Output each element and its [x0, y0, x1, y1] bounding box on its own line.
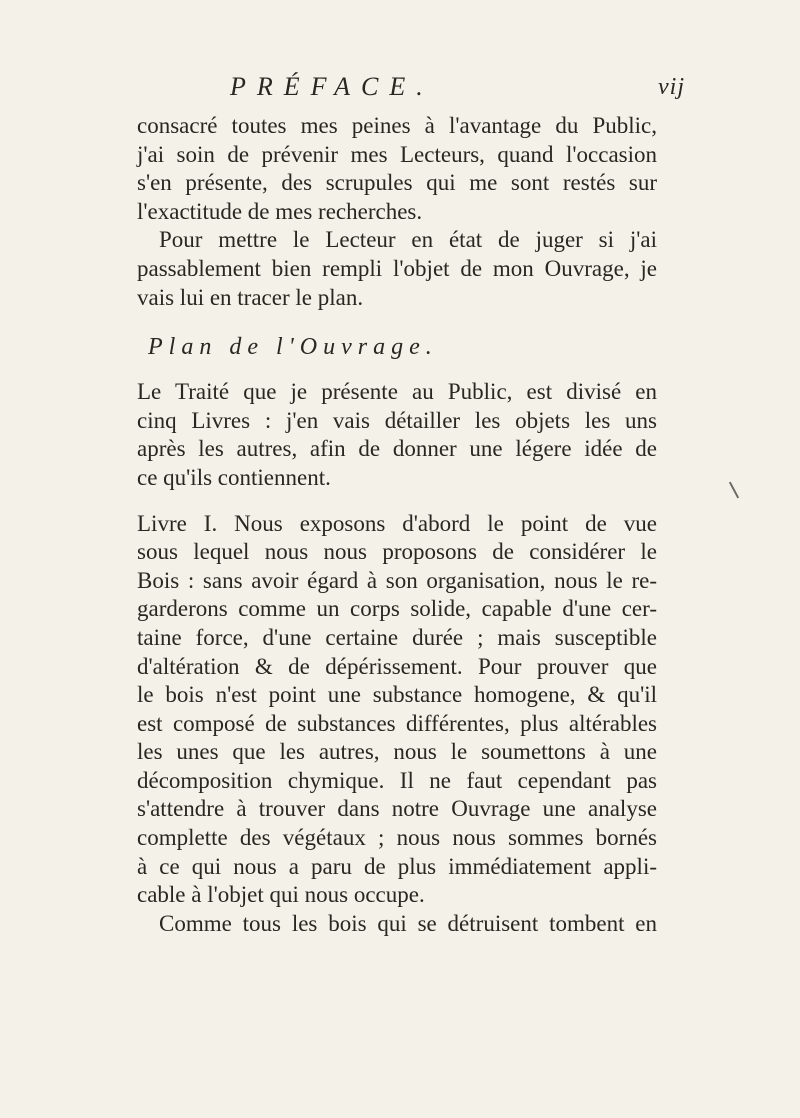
text-line: garderons comme un corps solide, capable d'une cer-: [137, 596, 657, 622]
running-head: [0, 72, 800, 112]
text-line: cinq Livres : j'en vais détailler les objets les uns: [137, 407, 657, 433]
text-line: Bois : sans avoir égard à son organisation, nous le re-: [137, 567, 657, 593]
text-line: taine force, d'une certaine durée ; mais susceptible: [137, 624, 657, 650]
text-line: j'ai soin de prévenir mes Lecteurs, quand l'occasion: [137, 141, 657, 167]
text-line: l'exactitude de mes recherches.: [137, 198, 423, 224]
body-text: [137, 112, 657, 938]
text-line: Livre I. Nous exposons d'abord le point de vue: [137, 510, 657, 536]
stray-ink-mark: [729, 482, 739, 499]
paragraph-gap: [137, 493, 657, 510]
text-line: passablement bien rempli l'objet de mon Ouvrage, je: [137, 255, 657, 281]
paragraph: [137, 378, 657, 492]
section-title: Plan de l'Ouvrage.: [148, 334, 438, 361]
text-line: les unes que les autres, nous le soumettons à une: [137, 739, 657, 765]
text-line: s'en présente, des scrupules qui me sont restés sur: [137, 170, 657, 196]
text-line: vais lui en tracer le plan.: [137, 284, 364, 310]
text-line: est composé de substances différentes, plus altérables: [137, 710, 657, 736]
paragraph: [137, 510, 657, 910]
text-line: le bois n'est point une substance homogene, & qu'il: [137, 682, 657, 708]
text-line: à ce qui nous a paru de plus immédiatement appli-: [137, 853, 657, 879]
text-line: consacré toutes mes peines à l'avantage du Public,: [137, 113, 657, 138]
paragraph: [137, 112, 657, 226]
text-line: cable à l'objet qui nous occupe.: [137, 882, 425, 908]
paragraph: [137, 226, 657, 312]
text-line: Le Traité que je présente au Public, est divisé en: [137, 379, 657, 405]
text-line: ce qu'ils contiennent.: [137, 464, 331, 490]
text-line: après les autres, afin de donner une légere idée de: [137, 436, 657, 462]
page-number: vij: [658, 74, 685, 100]
running-title: PRÉFACE.: [230, 72, 434, 101]
text-line: d'altération & de dépérissement. Pour prouver que: [137, 653, 657, 679]
text-line: sous lequel nous nous proposons de considérer le: [137, 539, 657, 565]
text-line: Pour mettre le Lecteur en état de juger si j'ai: [159, 227, 657, 253]
text-line: Comme tous les bois qui se détruisent tombent en: [159, 910, 657, 936]
text-line: décomposition chymique. Il ne faut cependant pas: [137, 767, 657, 793]
text-line: s'attendre à trouver dans notre Ouvrage une analyse: [137, 796, 657, 822]
text-line: complette des végétaux ; nous nous sommes bornés: [137, 825, 657, 851]
paragraph: [137, 910, 657, 939]
